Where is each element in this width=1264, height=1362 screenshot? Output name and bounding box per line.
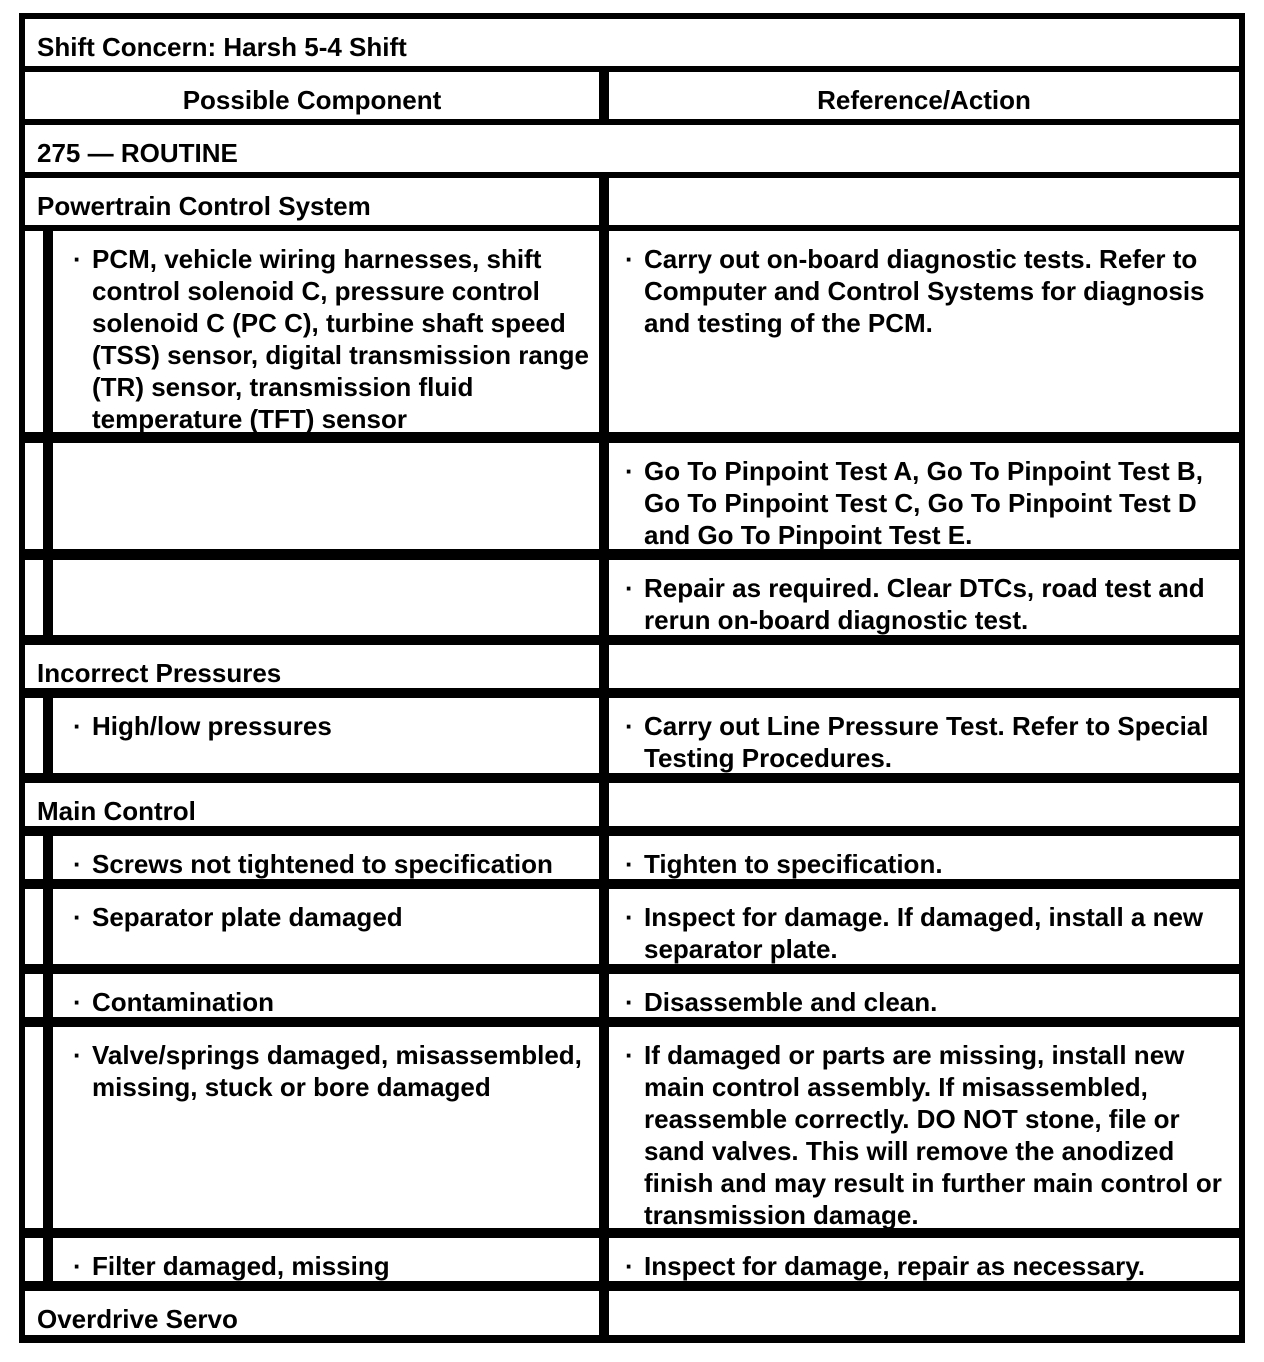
action-text: Tighten to specification. [644, 849, 943, 879]
component-text: PCM, vehicle wiring harnesses, shift control solenoid C, pressure control solenoid C (PC C), turbine shaft speed (TSS) sensor, digital transmission range (TR) sensor, transmission fluid temperature (TFT) sensor [92, 244, 590, 434]
action-text: Repair as required. Clear DTCs, road test and rerun on-board diagnostic test. [644, 573, 1205, 635]
bullet-mark: · [625, 244, 634, 274]
indent-gutter [25, 443, 43, 549]
bullet-mark: · [73, 1251, 82, 1281]
action-text: If damaged or parts are missing, install new main control assembly. If misassembled, reassemble correctly. DO NOT stone, file or sand valves. This will remove the anodized finish and may result in further main control or transmission damage. [644, 1040, 1222, 1230]
bullet-mark: · [625, 849, 634, 879]
action-cell [609, 836, 1239, 879]
group-action-empty [609, 645, 1239, 688]
bullet-mark: · [73, 849, 82, 879]
component-text: Filter damaged, missing [92, 1251, 390, 1281]
component-text: Separator plate damaged [92, 902, 403, 932]
component-cell [53, 443, 599, 549]
action-cell [609, 1027, 1239, 1228]
component-cell [53, 1238, 599, 1281]
indent-gutter [25, 231, 43, 432]
bullet-mark: · [73, 711, 82, 741]
diagnostic-table [19, 13, 1245, 1343]
action-cell [609, 1238, 1239, 1281]
routine-label: 275 — ROUTINE [25, 125, 1239, 172]
action-text: Disassemble and clean. [644, 987, 938, 1017]
action-text: Carry out Line Pressure Test. Refer to Special Testing Procedures. [644, 711, 1209, 773]
indent-gutter [25, 1238, 43, 1281]
bullet-mark: · [73, 244, 82, 274]
bullet-mark: · [625, 1040, 634, 1070]
group-incorrect-pressures: Incorrect Pressures [25, 645, 599, 688]
component-text: Screws not tightened to specification [92, 849, 553, 879]
component-text: High/low pressures [92, 711, 332, 741]
bullet-mark: · [625, 711, 634, 741]
group-action-empty [609, 178, 1239, 225]
indent-gutter [25, 889, 43, 964]
component-cell [53, 231, 599, 432]
bullet-mark: · [625, 456, 634, 486]
bullet-mark: · [625, 573, 634, 603]
component-cell [53, 889, 599, 964]
action-cell [609, 889, 1239, 964]
table-title: Shift Concern: Harsh 5-4 Shift [25, 19, 1239, 66]
bullet-mark: · [625, 1251, 634, 1281]
component-cell [53, 836, 599, 879]
action-cell [609, 698, 1239, 773]
component-cell [53, 560, 599, 635]
component-text: Contamination [92, 987, 274, 1017]
indent-gutter [25, 974, 43, 1017]
bullet-mark: · [73, 987, 82, 1017]
indent-gutter [25, 698, 43, 773]
component-cell [53, 698, 599, 773]
group-action-empty [609, 1291, 1239, 1335]
group-overdrive-servo: Overdrive Servo [25, 1291, 599, 1335]
bullet-mark: · [73, 1040, 82, 1070]
action-text: Carry out on-board diagnostic tests. Refer to Computer and Control Systems for diagnosis and testing of the PCM. [644, 244, 1205, 338]
action-cell [609, 443, 1239, 549]
header-reference-action: Reference/Action [609, 72, 1239, 119]
bullet-mark: · [73, 902, 82, 932]
bullet-mark: · [625, 987, 634, 1017]
indent-gutter [25, 560, 43, 635]
action-cell [609, 974, 1239, 1017]
action-text: Inspect for damage. If damaged, install a new separator plate. [644, 902, 1204, 964]
component-text: Valve/springs damaged, misassembled, missing, stuck or bore damaged [92, 1040, 582, 1102]
group-main-control: Main Control [25, 783, 599, 826]
action-text: Go To Pinpoint Test A, Go To Pinpoint Test B, Go To Pinpoint Test C, Go To Pinpoint Test D and Go To Pinpoint Test E. [644, 456, 1203, 550]
header-possible-component: Possible Component [25, 72, 599, 119]
action-cell [609, 560, 1239, 635]
component-cell [53, 974, 599, 1017]
group-action-empty [609, 783, 1239, 826]
indent-gutter [25, 836, 43, 879]
component-cell [53, 1027, 599, 1228]
action-cell [609, 231, 1239, 432]
group-powertrain-control-system: Powertrain Control System [25, 178, 599, 225]
bullet-mark: · [625, 902, 634, 932]
action-text: Inspect for damage, repair as necessary. [644, 1251, 1145, 1281]
indent-gutter [25, 1027, 43, 1228]
